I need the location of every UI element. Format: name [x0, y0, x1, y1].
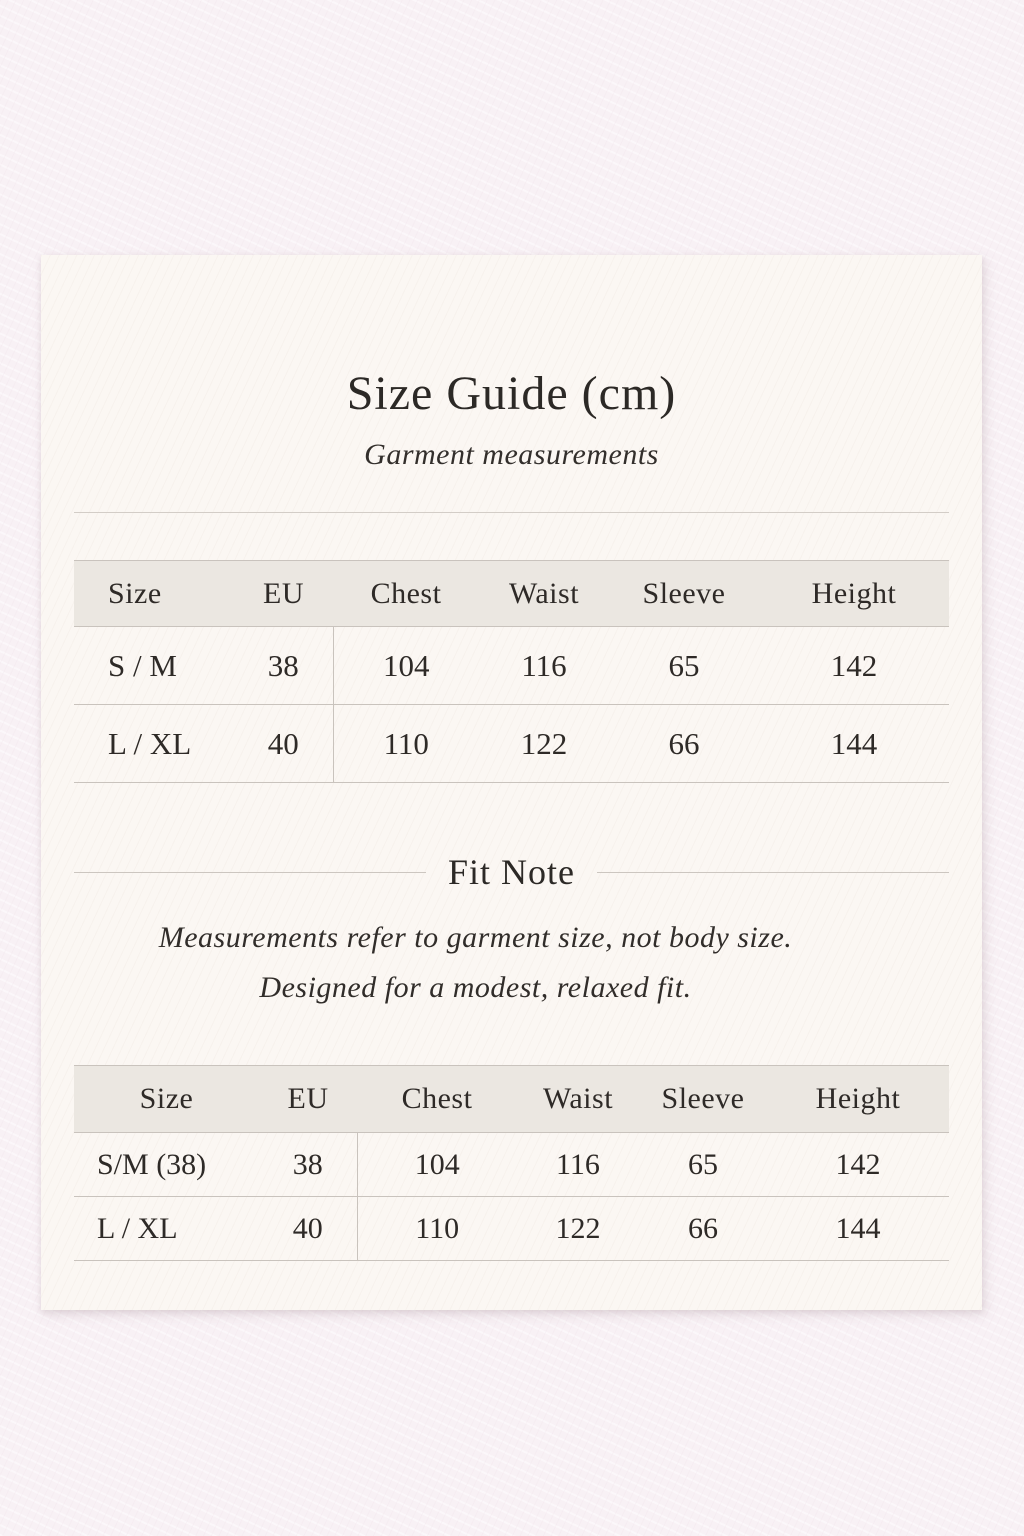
- column-header-chest: Chest: [357, 1066, 517, 1133]
- detail-size-table: [74, 1065, 949, 1261]
- eu-value: 38: [234, 627, 333, 705]
- waist-value: 122: [517, 1197, 639, 1261]
- table-row: [74, 1197, 949, 1261]
- sleeve-value: 65: [609, 627, 759, 705]
- sleeve-value: 66: [609, 705, 759, 783]
- page-subtitle: Garment measurements: [364, 438, 659, 471]
- fit-note-heading: [74, 850, 949, 894]
- table-row: [74, 1133, 949, 1197]
- size-table: [74, 560, 949, 783]
- size-table-header-row: [74, 561, 949, 627]
- waist-value: 116: [517, 1133, 639, 1197]
- page-title: Size Guide (cm): [346, 367, 677, 420]
- column-header-eu: EU: [234, 561, 333, 627]
- column-header-sleeve: Sleeve: [609, 561, 759, 627]
- sleeve-value: 66: [639, 1197, 767, 1261]
- column-header-waist: Waist: [479, 561, 609, 627]
- horizontal-divider: [74, 512, 949, 513]
- chest-value: 104: [357, 1133, 517, 1197]
- size-guide-card: [41, 255, 982, 1310]
- sleeve-value: 65: [639, 1133, 767, 1197]
- column-header-height: Height: [759, 561, 949, 627]
- column-header-sleeve: Sleeve: [639, 1066, 767, 1133]
- table-row: [74, 705, 949, 783]
- size-label: L / XL: [74, 1197, 259, 1261]
- column-header-size: Size: [74, 561, 234, 627]
- eu-value: 40: [259, 1197, 357, 1261]
- waist-value: 122: [479, 705, 609, 783]
- decorative-rule-right: [597, 872, 949, 873]
- height-value: 142: [759, 627, 949, 705]
- fit-note-line-2: Designed for a modest, relaxed fit.: [259, 971, 692, 1004]
- height-value: 144: [759, 705, 949, 783]
- table-row: [74, 627, 949, 705]
- fit-note-line-1: Measurements refer to garment size, not body size.: [158, 921, 793, 954]
- fit-note-title: Fit Note: [448, 852, 576, 892]
- eu-value: 40: [234, 705, 333, 783]
- chest-value: 104: [333, 627, 479, 705]
- size-label: S/M (38): [74, 1133, 259, 1197]
- column-header-size: Size: [74, 1066, 259, 1133]
- eu-value: 38: [259, 1133, 357, 1197]
- fit-note-text: [74, 913, 877, 1013]
- decorative-rule-left: [74, 872, 426, 873]
- chest-value: 110: [357, 1197, 517, 1261]
- height-value: 142: [767, 1133, 949, 1197]
- waist-value: 116: [479, 627, 609, 705]
- detail-table-header-row: [74, 1066, 949, 1133]
- column-header-chest: Chest: [333, 561, 479, 627]
- column-header-height: Height: [767, 1066, 949, 1133]
- column-header-eu: EU: [259, 1066, 357, 1133]
- size-label: L / XL: [74, 705, 234, 783]
- height-value: 144: [767, 1197, 949, 1261]
- chest-value: 110: [333, 705, 479, 783]
- column-header-waist: Waist: [517, 1066, 639, 1133]
- size-label: S / M: [74, 627, 234, 705]
